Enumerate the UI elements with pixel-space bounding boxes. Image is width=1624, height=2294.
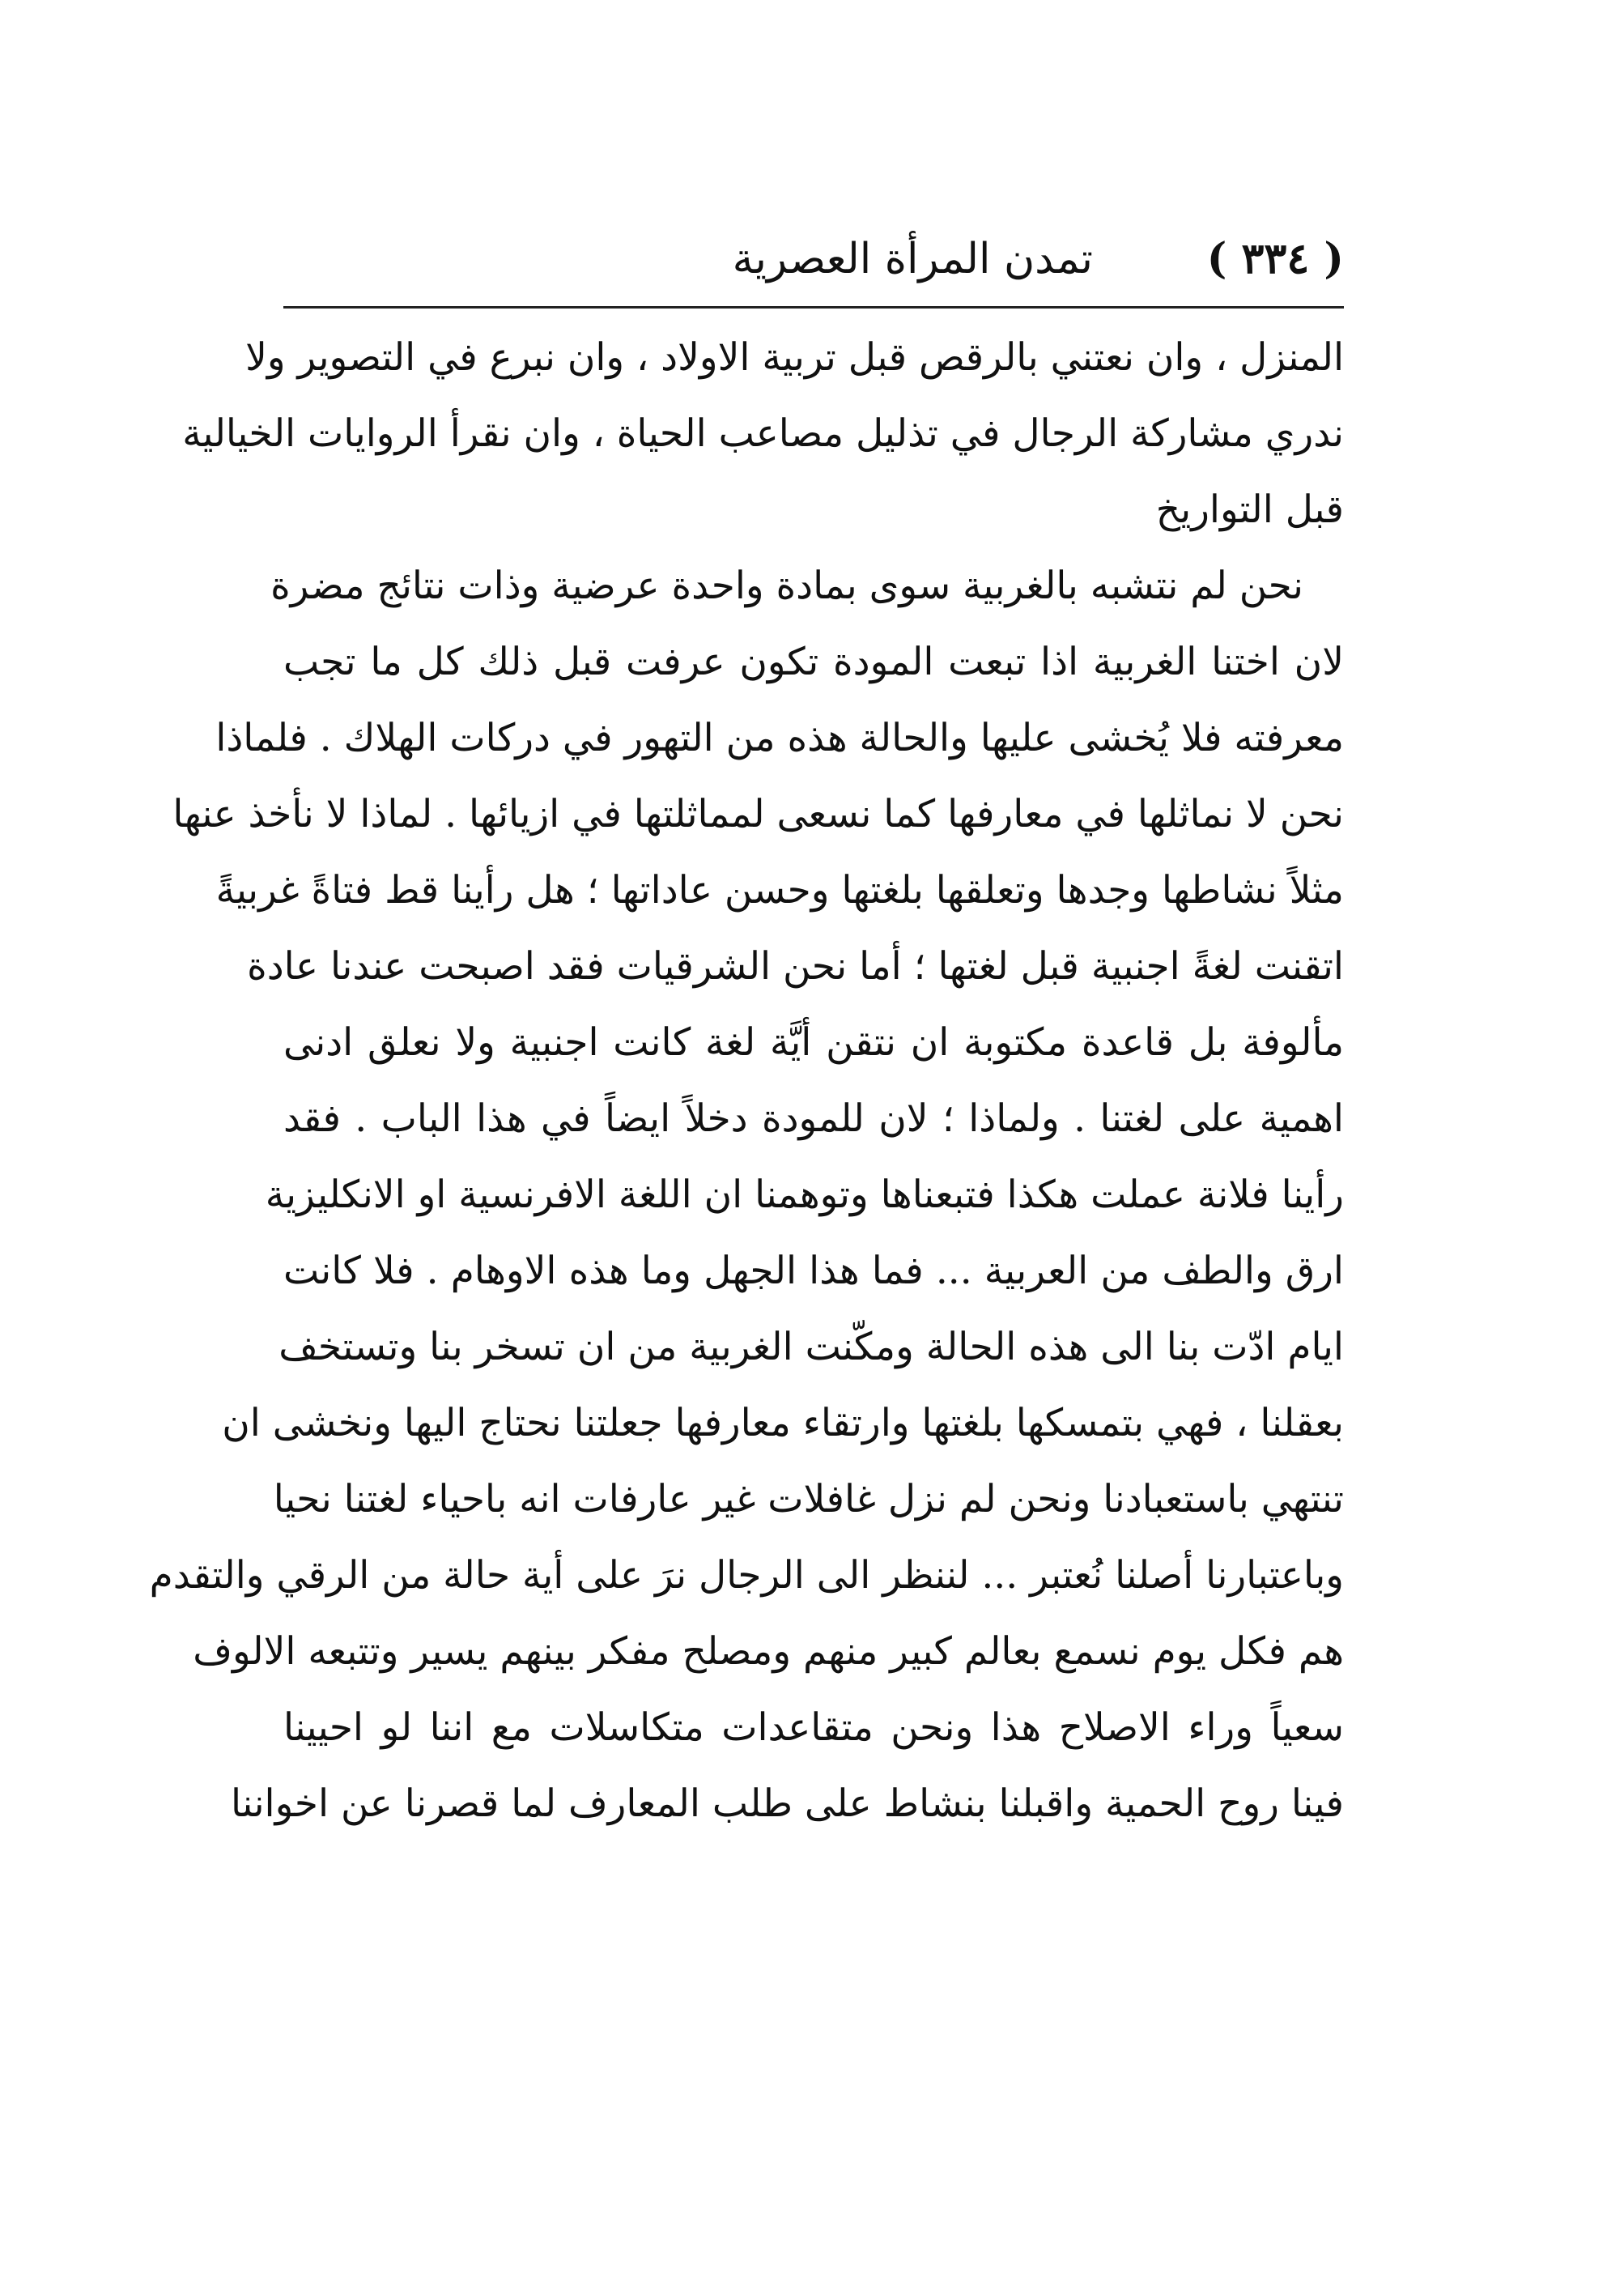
text-line: بعقلنا ، فهي بتمسكها بلغتها وارتقاء معارفها جعلتنا نحتاج اليها ونخشى ان <box>222 1401 1344 1445</box>
text-line: ندري مشاركة الرجال في تذليل مصاعب الحياة ، وان نقرأ الروايات الخيالية <box>182 411 1344 456</box>
page-number: ( ٣٣٤ ) <box>1206 234 1344 283</box>
text-line: اهمية على لغتنا . ولماذا ؛ لان للمودة دخلاً ايضاً في هذا الباب . فقد <box>283 1096 1344 1141</box>
text-line: ايام ادّت بنا الى هذه الحالة ومكّنت الغربية من ان تسخر بنا وتستخف <box>278 1325 1344 1369</box>
text-line: المنزل ، وان نعتني بالرقص قبل تربية الاولاد ، وان نبرع في التصوير ولا <box>245 335 1344 380</box>
text-line: لان اختنا الغربية اذا تبعت المودة تكون عرفت قبل ذلك كل ما تجب <box>283 640 1344 684</box>
text-line: نحن لا نماثلها في معارفها كما نسعى لمماثلتها في ازيائها . لماذا لا نأخذ عنها <box>172 792 1344 836</box>
text-line: معرفته فلا يُخشى عليها والحالة هذه من التهور في دركات الهلاك . فلماذا <box>215 716 1344 760</box>
text-line: ارق والطف من العربية ... فما هذا الجهل وما هذه الاوهام . فلا كانت <box>283 1249 1344 1293</box>
text-line: تنتهي باستعبادنا ونحن لم نزل غافلات غير عارفات انه باحياء لغتنا نحيا <box>273 1477 1344 1522</box>
page-header <box>283 227 1344 292</box>
text-line: مألوفة بل قاعدة مكتوبة ان نتقن أيَّة لغة كانت اجنبية ولا نعلق ادنى <box>283 1020 1344 1065</box>
text-line: رأينا فلانة عملت هكذا فتبعناها وتوهمنا ان اللغة الافرنسية او الانكليزية <box>265 1173 1344 1217</box>
text-line: مثلاً نشاطها وجدها وتعلقها بلغتها وحسن عاداتها ؛ هل رأينا قط فتاةً غربيةً <box>215 868 1344 913</box>
header-divider <box>283 306 1344 309</box>
text-line: سعياً وراء الاصلاح هذا ونحن متقاعدات متكاسلات مع اننا لو احيينا <box>283 1705 1344 1750</box>
text-line: فينا روح الحمية واقبلنا بنشاط على طلب المعارف لما قصرنا عن اخواننا <box>230 1781 1344 1826</box>
running-title: تمدن المرأة العصرية <box>732 235 1093 283</box>
text-line: اتقنت لغةً اجنبية قبل لغتها ؛ أما نحن الشرقيات فقد اصبحت عندنا عادة <box>247 944 1344 989</box>
text-line: نحن لم نتشبه بالغربية سوى بمادة واحدة عرضية وذات نتائج مضرة <box>270 564 1303 608</box>
text-line: قبل التواريخ <box>1155 487 1344 532</box>
body-text <box>149 320 1344 1842</box>
text-line: هم فكل يوم نسمع بعالم كبير منهم ومصلح مفكر بينهم يسير وتتبعه الالوف <box>193 1629 1344 1674</box>
text-line: وباعتبارنا أصلنا نُعتبر ... لننظر الى الرجال نرَ على أية حالة من الرقي والتقدم <box>149 1553 1344 1598</box>
